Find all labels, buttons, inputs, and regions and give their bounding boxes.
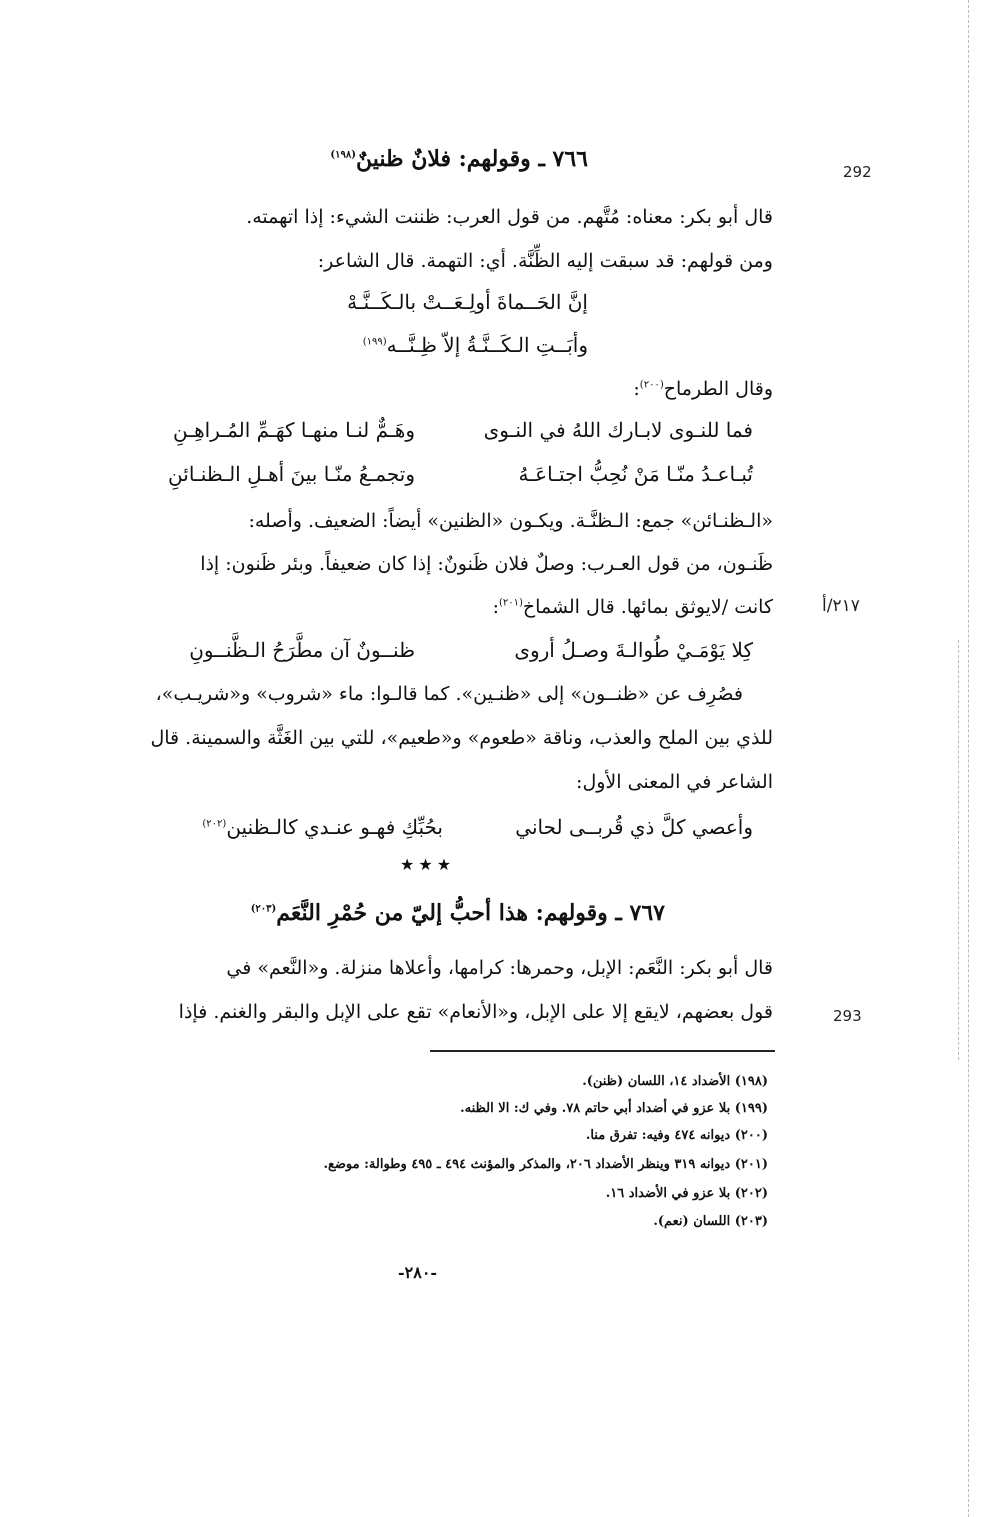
tirimmah-intro (633, 378, 773, 400)
section-separator-stars: ★★★ (400, 855, 456, 874)
footnote-mark-203: (٢٠٣) (250, 903, 277, 915)
footnote-201: (٢٠١) ديوانه ٣١٩ وينظر الأضداد ٢٠٦، والمذكر والمؤنث ٤٩٤ ـ ٤٩٥ وطوالة: موضع. (323, 1157, 768, 1172)
entry-766-paragraph-line-5: للذي بين الملح والعذب، وناقة «طعوم» و«طعيم»، للتي بين الغَثَّة والسمينة. قال (150, 727, 773, 749)
footnote-mark-202: (٢٠٢) (202, 818, 227, 830)
verse-3-first-hemistich: كِلا يَوْمَـيْ طُوالـةَ وصـلُ أروى (514, 638, 753, 662)
poem-1-line-2 (363, 333, 588, 357)
entry-766-line-1: قال أبو بكر: معناه: مُتَّهم. من قول العرب: ظننت الشيء: إذا اتهمته. (246, 206, 773, 228)
verse-4-first-hemistich: وأعصي كلَّ ذي قُربــى لحاني (515, 815, 753, 839)
entry-766-paragraph-line-1: «الـظنـائن» جمع: الـظنَّـة. ويكـون «الظنين» أيضاً: الضعيف. وأصله: (248, 510, 773, 532)
para3-text: كانت /لايوثق بمائها. قال الشماخ (522, 596, 773, 618)
entry-766-paragraph-line-6: الشاعر في المعنى الأول: (576, 771, 773, 793)
poem-1-line-2-text: وأبَــتِ الـكَــنَّـةُ إلاّ ظِـنَّــه (386, 333, 588, 357)
footnote-202: (٢٠٢) بلا عزو في الأضداد ١٦. (605, 1186, 768, 1201)
entry-767-heading (251, 900, 665, 926)
entry-766-paragraph-line-4: فصُرِف عن «ظنــون» إلى «ظنـين». كما قالـوا: ماء «شروب» و«شريـب»، (155, 683, 743, 705)
footnote-mark-201: (٢٠١) (498, 597, 523, 609)
verse-1-second-hemistich: وهَـمٌّ لنـا منهـا كهَـمِّ المُـراهِـنِ (172, 418, 415, 442)
verse-2-first-hemistich: تُبـاعـدُ منّـا مَنْ نُحِبُّ اجتـاعَـهُ (518, 462, 753, 486)
colon: : (633, 378, 640, 400)
entry-766-paragraph-line-2: ظَنـون، من قول العـرب: وصلٌ فلان ظَنونٌ: إذا كان ضعيفاً. وبئر ظَنون: إذا (200, 553, 773, 575)
margin-page-number-top: 292 (843, 163, 872, 181)
margin-page-number-bottom: 293 (833, 1007, 862, 1025)
poem-1-line-1: إنَّ الحَــماةَ أولِـعَــتْ بالـكَــنَّـهْ (347, 290, 588, 314)
footnote-mark-200: (٢٠٠) (639, 379, 664, 391)
tirimmah-intro-text: وقال الطرماح (663, 378, 773, 400)
verse-4-second-hemistich (202, 815, 443, 839)
entry-766-heading (330, 146, 588, 172)
verse-4-second-text: بحُبِّكِ فهـو عنـدي كالـظنين (226, 815, 443, 839)
verse-2-second-hemistich: وتجمـعُ منّـا بينَ أهـلِ الـظنـائنِ (168, 462, 415, 486)
footnote-mark-198: (١٩٨) (330, 149, 357, 161)
footnote-199: (١٩٩) بلا عزو في أضداد أبي حاتم ٧٨. وفي ك: الا الظنه. (460, 1101, 768, 1116)
colon: : (492, 596, 499, 618)
scan-edge-line (968, 0, 969, 1517)
entry-767-heading-text: ٧٦٧ ـ وقولهم: هذا أحبُّ إليّ من حُمْرِ النَّعَم (276, 900, 665, 926)
entry-767-line-2: قول بعضهم، لايقع إلا على الإبل، و«الأنعام» تقع على الإبل والبقر والغنم. فإذا (178, 1001, 773, 1023)
scan-edge-line-inner (958, 640, 959, 1060)
footnote-separator-rule (430, 1050, 775, 1052)
footnote-198: (١٩٨) الأضداد ١٤، اللسان (ظنن). (582, 1074, 768, 1089)
entry-766-heading-text: ٧٦٦ ـ وقولهم: فلانٌ ظنينٌ (356, 146, 588, 172)
footnote-203: (٢٠٣) اللسان (نعم). (653, 1214, 768, 1229)
entry-767-line-1: قال أبو بكر: النَّعَم: الإبل، وحمرها: كرامها، وأعلاها منزلة. و«النَّعم» في (226, 957, 773, 979)
verse-1-first-hemistich: فما للنـوى لابـارك اللهُ في النـوى (483, 418, 753, 442)
footnote-mark-199: (١٩٩) (362, 336, 387, 348)
page-footer-number: -٢٨٠- (398, 1263, 438, 1282)
verse-3-second-hemistich: ظنــونٌ آن مطَّرَحُ الـظَّنــونِ (189, 638, 415, 662)
entry-766-paragraph-line-3 (493, 596, 773, 618)
entry-766-line-2: ومن قولهم: قد سبقت إليه الظِّنَّة. أي: التهمة. قال الشاعر: (317, 250, 773, 272)
footnote-200: (٢٠٠) ديوانه ٤٧٤ وفيه: تفرق منا. (585, 1128, 768, 1143)
margin-folio-reference: ٢١٧/أ (822, 596, 860, 616)
